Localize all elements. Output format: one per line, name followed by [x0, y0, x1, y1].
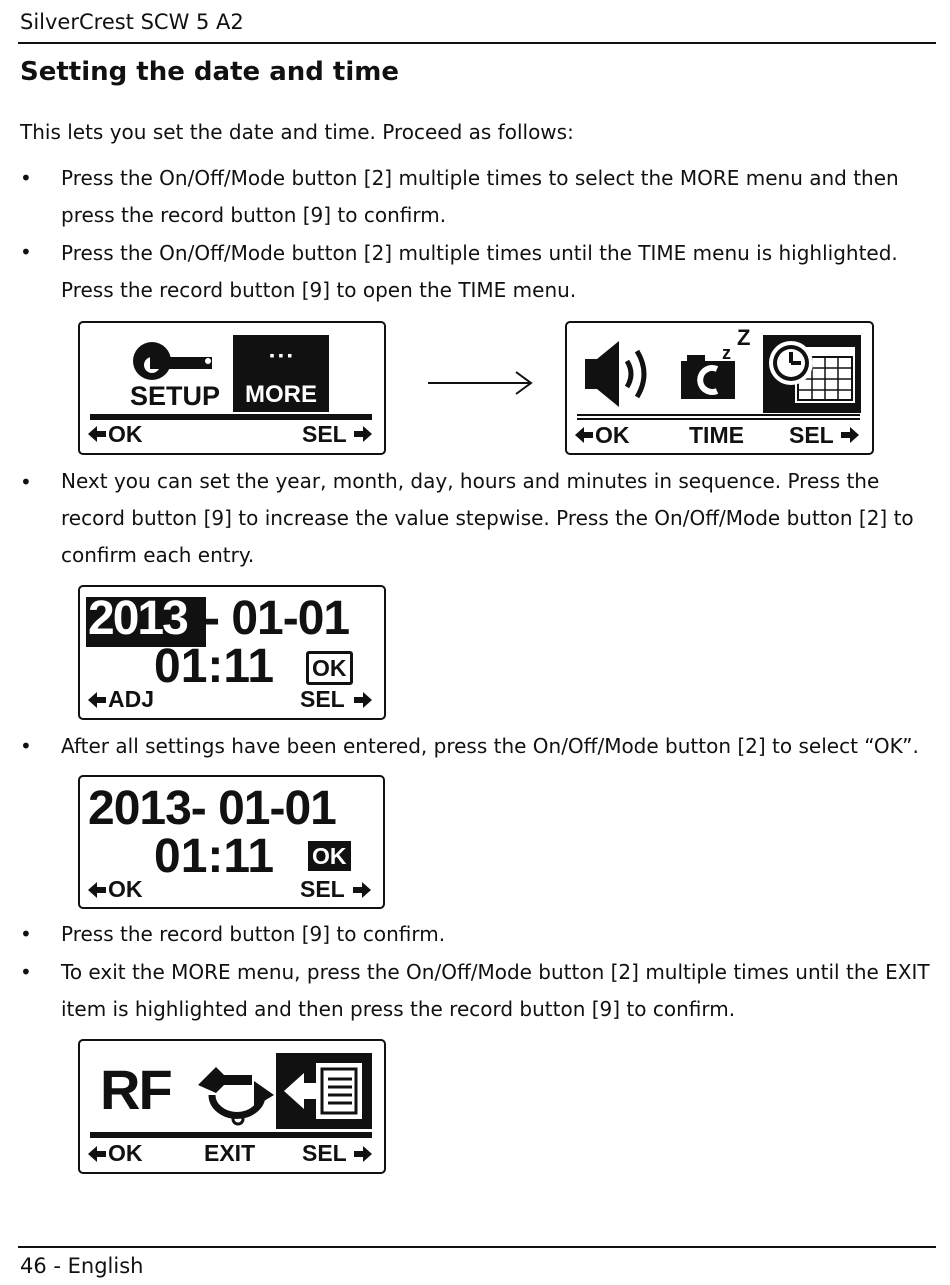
- footer-page-number: 46 - English: [20, 1254, 144, 1278]
- sel-label: SEL: [300, 686, 345, 712]
- arrow-right-icon: [841, 426, 859, 444]
- arrow-right-icon: [354, 1145, 372, 1163]
- scroll-bar: [90, 414, 372, 420]
- bullet-select-ok: After all settings have been entered, press the On/Off/Mode button [2] to select “OK”.: [61, 734, 919, 758]
- sel-label: SEL: [300, 876, 345, 902]
- date-value: 2013- 01-01: [88, 782, 336, 835]
- arrow-left-icon: [88, 425, 106, 443]
- arrow-right-icon: [353, 881, 371, 899]
- arrow-left-icon: [88, 691, 106, 709]
- lcd-date-ok-screen: [78, 775, 385, 909]
- year-value: 2013: [88, 592, 187, 645]
- arrow-left-icon: [88, 1145, 106, 1163]
- date-rest-value: - 01-01: [204, 592, 350, 645]
- sel-label: SEL: [302, 421, 347, 447]
- arrow-right-icon: [354, 425, 372, 443]
- arrow-left-icon: [575, 426, 593, 444]
- bullet-marker: •: [20, 960, 32, 984]
- sleep-z-big: Z: [737, 325, 751, 350]
- ok-label: OK: [108, 876, 143, 902]
- time-label: TIME: [689, 422, 744, 448]
- ok-box: OK: [306, 651, 353, 685]
- bullet-select-more: Press the On/Off/Mode button [2] multiple times to select the MORE menu and then press the record button [9] to confirm.: [61, 166, 899, 227]
- clock-calendar-highlight: [763, 335, 861, 413]
- arrow-right-icon: [354, 691, 372, 709]
- lcd-time-menu-screen: [565, 321, 874, 455]
- more-label: MORE: [245, 381, 317, 408]
- ok-highlight: OK: [308, 841, 351, 871]
- bullet-marker: •: [20, 734, 32, 758]
- camera-sleep-icon: [677, 345, 747, 401]
- sleep-z-small: z: [722, 343, 731, 363]
- header-rule: [18, 42, 936, 44]
- sel-label: SEL: [302, 1140, 347, 1166]
- page-title: Setting the date and time: [20, 57, 399, 87]
- more-highlight: [233, 335, 329, 412]
- header-product: SilverCrest SCW 5 A2: [20, 10, 244, 34]
- ok-label: OK: [595, 422, 630, 448]
- more-dots: ▪ ▪ ▪: [269, 347, 293, 363]
- lcd-exit-menu-screen: [78, 1039, 386, 1174]
- scroll-bar: [90, 1132, 372, 1138]
- time-value: 01:11: [154, 830, 275, 883]
- wrench-reset-icon: [192, 1055, 276, 1129]
- clock-calendar-icon: [767, 339, 859, 411]
- bullet-marker: •: [20, 922, 32, 946]
- time-value: 01:11: [154, 640, 275, 693]
- sel-label: SEL: [789, 422, 834, 448]
- bullet-exit-more: To exit the MORE menu, press the On/Off/Mode button [2] multiple times until the EXIT item is highlighted and then press the record button [9] to confirm.: [61, 960, 930, 1021]
- transition-arrow-icon: [428, 370, 534, 396]
- adj-label: ADJ: [108, 686, 155, 712]
- bullet-marker: •: [20, 470, 32, 494]
- footer-rule: [18, 1246, 936, 1248]
- scroll-track: [577, 414, 860, 416]
- ok-label: OK: [108, 1140, 143, 1166]
- lcd-setup-more-screen: [78, 321, 386, 455]
- bullet-open-time: Press the On/Off/Mode button [2] multiple times until the TIME menu is highlighted. Press the record button [9] to open the TIME menu.: [61, 241, 898, 302]
- exit-icon: [282, 1059, 366, 1123]
- rf-label: RF: [100, 1058, 171, 1121]
- bullet-marker: •: [20, 240, 32, 264]
- speaker-icon: [585, 337, 657, 409]
- bullet-marker: •: [20, 166, 32, 190]
- arrow-left-icon: [88, 881, 106, 899]
- intro-paragraph: This lets you set the date and time. Proceed as follows:: [20, 120, 574, 144]
- exit-label: EXIT: [204, 1140, 256, 1166]
- bullet-set-values: Next you can set the year, month, day, hours and minutes in sequence. Press the record button [9] to increase the value stepwise. Press the On/Off/Mode button [2] to confirm each entry.: [61, 469, 914, 567]
- exit-highlight: [276, 1053, 372, 1129]
- setup-label: SETUP: [130, 381, 221, 411]
- scroll-track: [577, 418, 860, 420]
- ok-label: OK: [108, 421, 143, 447]
- lcd-date-adjust-screen: [78, 585, 386, 720]
- bullet-confirm: Press the record button [9] to confirm.: [61, 922, 446, 946]
